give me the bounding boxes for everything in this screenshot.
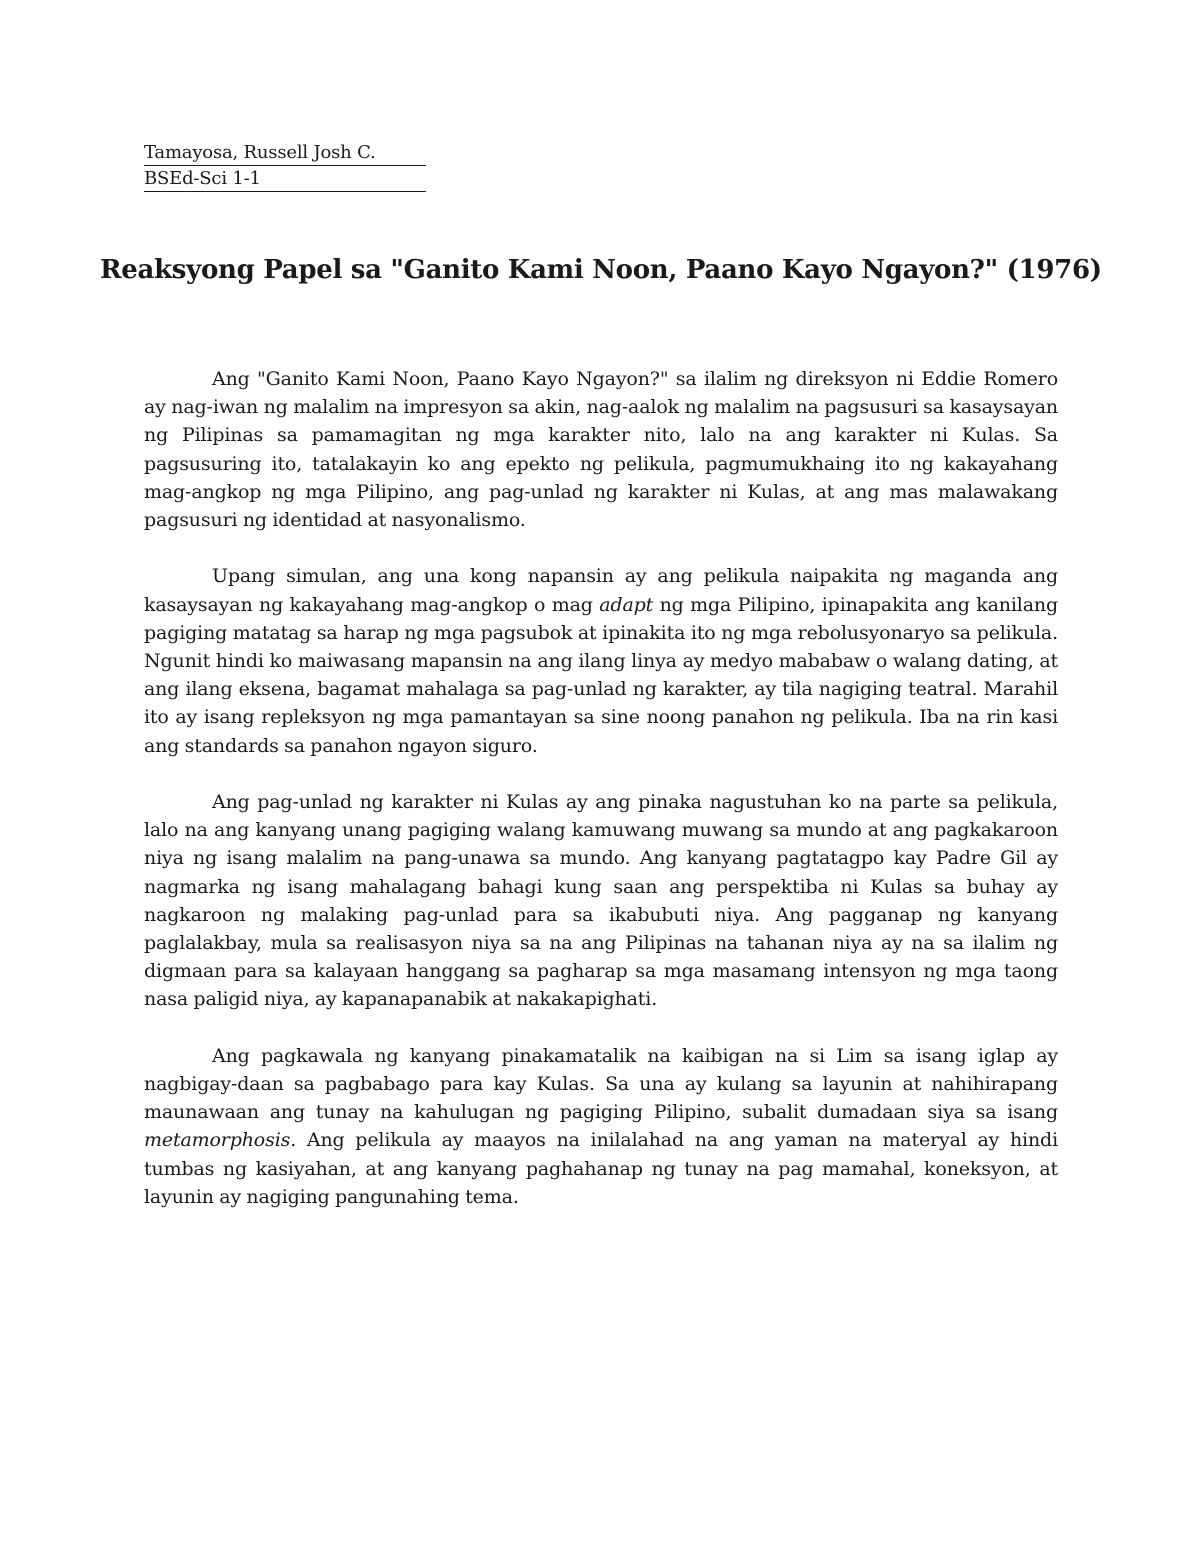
paragraph-2-emphasis: adapt (599, 593, 654, 616)
paper-body (144, 365, 1058, 1239)
paragraph-4-part-2: . Ang pelikula ay maayos na inilalahad na ang yaman na materyal ay hindi tumbas ng kasiyahan, at ang kanyang paghahanap ng tunay na pag mamahal, koneksyon, at layunin ay nagiging pangunahing tema. (144, 1129, 1058, 1208)
paragraph-2-part-2: ng mga Pilipino, ipinapakita ang kanilang pagiging matatag sa harap ng mga pagsubok at ipinakita ito ng mga rebolusyonaryo sa pelikula. Ngunit hindi ko maiwasang mapansin na ang ilang linya ay medyo mababaw o walang dating, at ang ilang eksena, bagamat mahalaga sa pag-unlad ng karakter, ay tila nagiging teatral. Marahil ito ay isang repleksyon ng mga pamantayan sa sine noong panahon ng pelikula. Iba na rin kasi ang standards sa panahon ngayon siguro. (144, 593, 1058, 757)
author-section: BSEd-Sci 1-1 (144, 166, 426, 192)
paragraph-2-part-1: Upang simulan, ang una kong napansin ay ang pelikula naipakita ng maganda ang kasaysayan ng kakayahang mag-angkop o mag (144, 565, 1058, 616)
paragraph-1: Ang "Ganito Kami Noon, Paano Kayo Ngayon?" sa ilalim ng direksyon ni Eddie Romero ay nag-iwan ng malalim na impresyon sa akin, nag-aalok ng malalim na pagsusuri sa kasaysayan ng Pilipinas sa pamamagitan ng mga karakter nito, lalo na ang karakter ni Kulas. Sa pagsusuring ito, tatalakayin ko ang epekto ng pelikula, pagmumukhaing ito ng kakayahang mag-angkop ng mga Pilipino, ang pag-unlad ng karakter ni Kulas, at ang mas malawakang pagsusuri ng identidad at nasyonalismo. (144, 368, 1058, 532)
paragraph-2 (144, 562, 1058, 759)
author-name: Tamayosa, Russell Josh C. (144, 140, 426, 166)
paragraph-4 (144, 1042, 1058, 1211)
paragraph-4-part-1: Ang pagkawala ng kanyang pinakamatalik na kaibigan na si Lim sa isang iglap ay nagbigay-daan sa pagbabago para kay Kulas. Sa una ay kulang sa layunin at nahihirapang maunawaan ang tunay na kahulugan ng pagiging Pilipino, subalit dumadaan siya sa isang (144, 1044, 1058, 1124)
author-header (144, 140, 426, 192)
paragraph-4-emphasis: metamorphosis (144, 1129, 291, 1152)
paper-title: Reaksyong Papel sa "Ganito Kami Noon, Paano Kayo Ngayon?" (1976) (100, 255, 1102, 285)
paragraph-3: Ang pag-unlad ng karakter ni Kulas ay ang pinaka nagustuhan ko na parte sa pelikula, lalo na ang kanyang unang pagiging walang kamuwang muwang sa mundo at ang pagkakaroon niya ng isang malalim na pang-unawa sa mundo. Ang kanyang pagtatagpo kay Padre Gil ay nagmarka ng isang mahalagang bahagi kung saan ang perspektiba ni Kulas sa buhay ay nagkaroon ng malaking pag-unlad para sa ikabubuti niya. Ang pagganap ng kanyang paglalakbay, mula sa realisasyon niya sa na ang Pilipinas na tahanan niya ay na sa ilalim ng digmaan para sa kalayaan hanggang sa pagharap sa mga masamang intensyon ng mga taong nasa paligid niya, ay kapanapanabik at nakakapighati. (144, 791, 1058, 1011)
